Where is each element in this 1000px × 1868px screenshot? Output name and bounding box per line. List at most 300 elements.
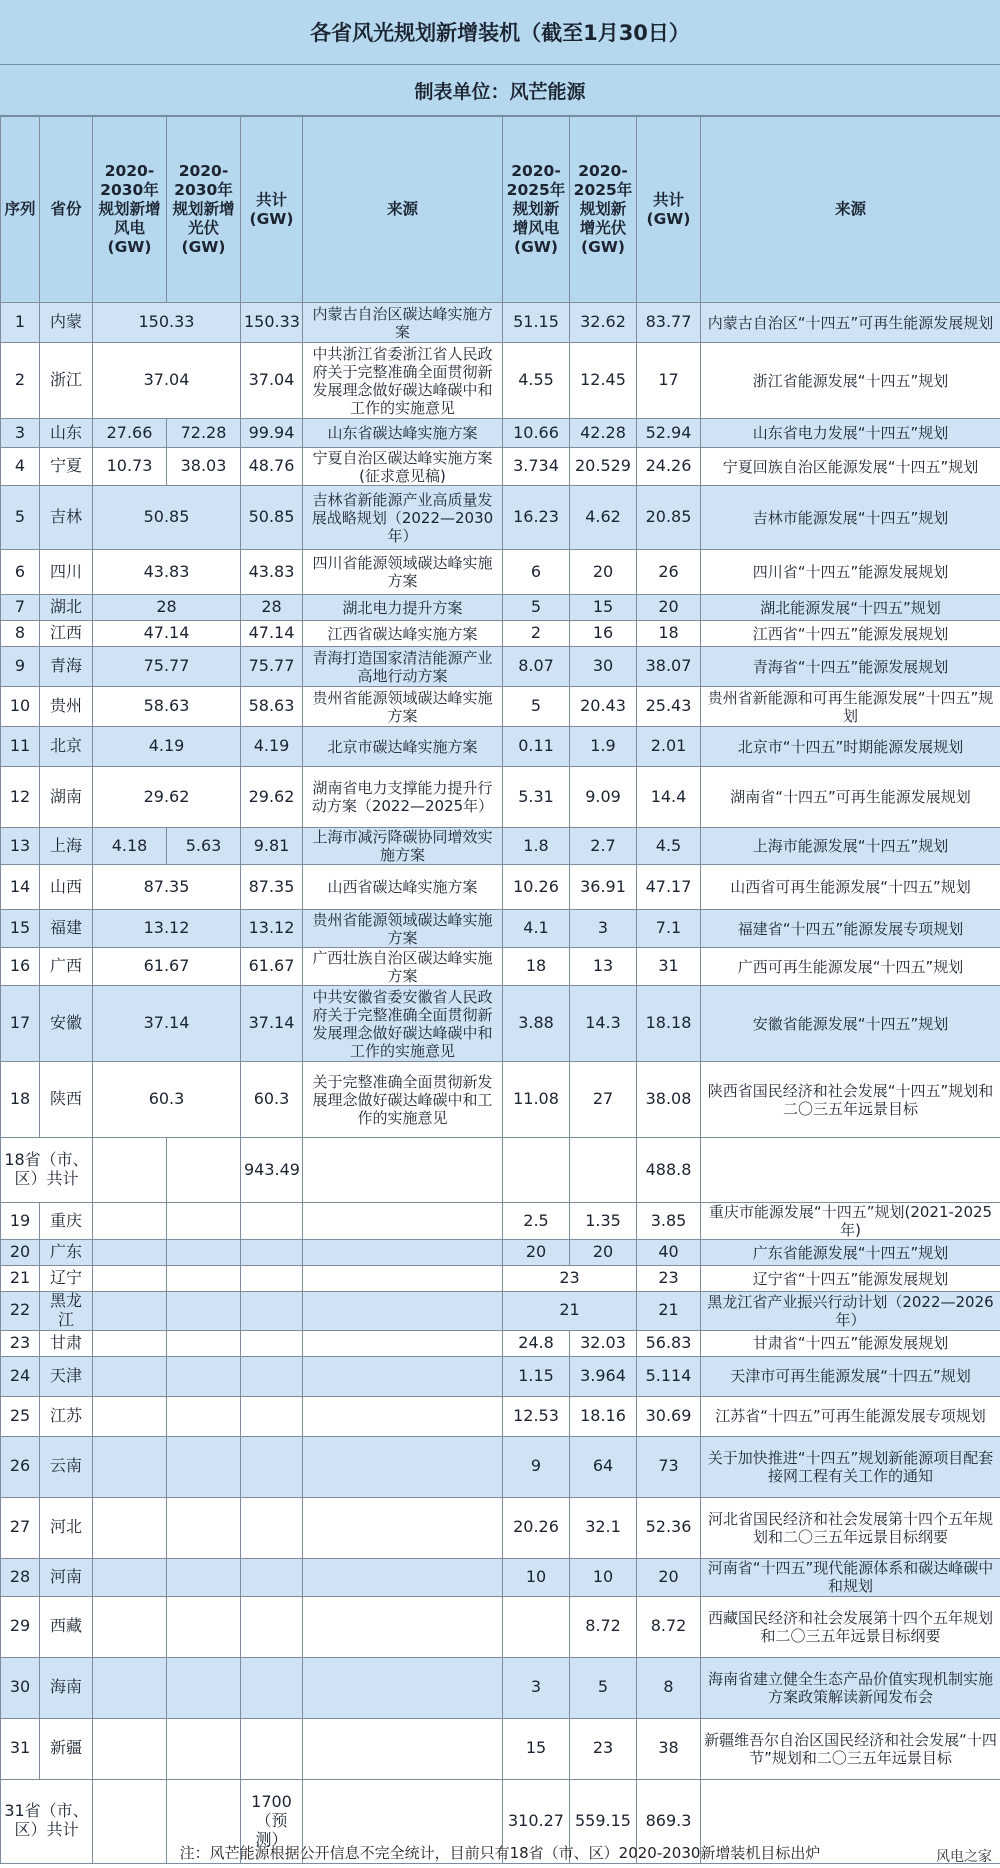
cell-source-2025: 黑龙江省产业振兴行动计划（2022—2026年） — [701, 1292, 1000, 1331]
cell-source-2025: 福建省“十四五”能源发展专项规划 — [701, 910, 1000, 948]
cell-total-2030: 150.33 — [241, 303, 303, 343]
table-row — [1, 595, 1000, 621]
cell-pv-2030 — [167, 1718, 241, 1779]
cell-total-2025: 38 — [637, 1718, 701, 1779]
cell-wind-pv-2030-merged: 150.33 — [93, 303, 241, 343]
cell-pv-2030 — [167, 1330, 241, 1356]
cell-source-2030 — [303, 1596, 503, 1657]
capacity-table — [0, 116, 1000, 1864]
cell-seq: 22 — [1, 1292, 40, 1331]
cell-source-2030 — [303, 1396, 503, 1436]
cell-pv-2025: 20.43 — [570, 687, 637, 727]
table-row — [1, 419, 1000, 448]
cell-wind-2025: 11.08 — [503, 1062, 570, 1138]
header-pv-2025: 2020-2025年规划新增光伏(GW) — [570, 117, 637, 303]
cell-wind-2025: 51.15 — [503, 303, 570, 343]
table-row — [1, 865, 1000, 910]
cell-total-2030: 29.62 — [241, 767, 303, 828]
table-row — [1, 727, 1000, 767]
header-total-2030: 共计(GW) — [241, 117, 303, 303]
cell-source-2025: 浙江省能源发展“十四五”规划 — [701, 343, 1000, 419]
cell-pv-2025: 16 — [570, 621, 637, 647]
header-total-2025: 共计(GW) — [637, 117, 701, 303]
cell-province: 安徽 — [40, 986, 93, 1062]
table-row — [1, 1330, 1000, 1356]
cell-wind-2025: 15 — [503, 1718, 570, 1779]
header-source-2030: 来源 — [303, 117, 503, 303]
page-title: 各省风光规划新增装机（截至1月30日） — [0, 0, 1000, 65]
cell-seq: 16 — [1, 948, 40, 986]
cell-wind-2025: 10 — [503, 1558, 570, 1596]
cell-source-2025: 陕西省国民经济和社会发展“十四五”规划和二〇三五年远景目标 — [701, 1062, 1000, 1138]
cell-province: 云南 — [40, 1436, 93, 1497]
cell-source-2030: 江西省碳达峰实施方案 — [303, 621, 503, 647]
cell-source-2025: 辽宁省“十四五”能源发展规划 — [701, 1266, 1000, 1292]
cell-pv-2030 — [167, 1596, 241, 1657]
cell-source-2030: 广西壮族自治区碳达峰实施方案 — [303, 948, 503, 986]
table-row — [1, 1436, 1000, 1497]
cell-province: 广东 — [40, 1240, 93, 1266]
cell-source-2025: 广东省能源发展“十四五”规划 — [701, 1240, 1000, 1266]
cell-source-2025: 青海省“十四五”能源发展规划 — [701, 647, 1000, 687]
cell-source-2025: 吉林市能源发展“十四五”规划 — [701, 486, 1000, 550]
cell-wind-2030 — [93, 1497, 167, 1558]
cell-wind-pv-2030-merged: 87.35 — [93, 865, 241, 910]
cell-province: 广西 — [40, 948, 93, 986]
table-row — [1, 1497, 1000, 1558]
cell-seq: 27 — [1, 1497, 40, 1558]
table-row — [1, 1062, 1000, 1138]
cell-total-2025: 3.85 — [637, 1203, 701, 1240]
cell-wind-2030 — [93, 1718, 167, 1779]
cell-source-2025: 河北省国民经济和社会发展第十四个五年规划和二〇三五年远景目标纲要 — [701, 1497, 1000, 1558]
cell-wind-2025: 10.66 — [503, 419, 570, 448]
table-row — [1, 303, 1000, 343]
cell-seq: 10 — [1, 687, 40, 727]
table-row — [1, 448, 1000, 486]
cell-pv-2025: 15 — [570, 595, 637, 621]
cell-wind-2025: 20.26 — [503, 1497, 570, 1558]
cell-seq: 29 — [1, 1596, 40, 1657]
watermark: 风电之家 — [936, 1849, 992, 1865]
cell-province: 河北 — [40, 1497, 93, 1558]
table-row — [1, 948, 1000, 986]
cell-source-2030: 青海打造国家清洁能源产业高地行动方案 — [303, 647, 503, 687]
cell-seq: 26 — [1, 1436, 40, 1497]
cell-seq: 8 — [1, 621, 40, 647]
header-wind-2030: 2020-2030年规划新增风电(GW) — [93, 117, 167, 303]
cell-wind-2030: 4.18 — [93, 828, 167, 865]
cell-source-2030 — [303, 1558, 503, 1596]
cell-total-2030 — [241, 1718, 303, 1779]
cell-total-2030: 28 — [241, 595, 303, 621]
cell-seq: 20 — [1, 1240, 40, 1266]
cell-total-2030 — [241, 1497, 303, 1558]
cell-pv-2025: 20 — [570, 1240, 637, 1266]
cell-wind-pv-2030-merged: 58.63 — [93, 687, 241, 727]
cell-wind-pv-2030-merged: 50.85 — [93, 486, 241, 550]
cell-total-2025: 8 — [637, 1657, 701, 1718]
cell-source-2030: 内蒙古自治区碳达峰实施方案 — [303, 303, 503, 343]
cell-source-2025: 天津市可再生能源发展“十四五”规划 — [701, 1356, 1000, 1396]
footnote: 注：风芒能源根据公开信息不完全统计，目前只有18省（市、区）2020-2030新增装机目标出炉 — [179, 1843, 821, 1862]
cell-pv-2025: 13 — [570, 948, 637, 986]
cell-total-2025: 488.8 — [637, 1138, 701, 1203]
cell-total-2025: 2.01 — [637, 727, 701, 767]
table-row — [1, 1657, 1000, 1718]
cell-total-2025: 18 — [637, 621, 701, 647]
cell-wind-2030 — [93, 1266, 167, 1292]
table-row — [1, 1396, 1000, 1436]
cell-wind-2025: 16.23 — [503, 486, 570, 550]
cell-wind-2030 — [93, 1138, 167, 1203]
cell-pv-2025: 1.9 — [570, 727, 637, 767]
cell-wind-2030: 10.73 — [93, 448, 167, 486]
cell-total-2030: 58.63 — [241, 687, 303, 727]
cell-pv-2025: 12.45 — [570, 343, 637, 419]
cell-source-2025: 北京市“十四五”时期能源发展规划 — [701, 727, 1000, 767]
cell-source-2025: 江苏省“十四五”可再生能源发展专项规划 — [701, 1396, 1000, 1436]
cell-pv-2030: 5.63 — [167, 828, 241, 865]
cell-total-2025: 83.77 — [637, 303, 701, 343]
cell-province: 辽宁 — [40, 1266, 93, 1292]
cell-total-2025: 38.07 — [637, 647, 701, 687]
subtotal-label: 18省（市、区）共计 — [1, 1138, 93, 1203]
cell-province: 四川 — [40, 550, 93, 595]
cell-total-2025: 73 — [637, 1436, 701, 1497]
header-seq: 序列 — [1, 117, 40, 303]
cell-total-2030 — [241, 1203, 303, 1240]
table-row — [1, 1558, 1000, 1596]
cell-province: 内蒙 — [40, 303, 93, 343]
cell-source-2025: 四川省“十四五”能源发展规划 — [701, 550, 1000, 595]
cell-wind-2030 — [93, 1558, 167, 1596]
cell-pv-2030: 38.03 — [167, 448, 241, 486]
cell-source-2030: 北京市碳达峰实施方案 — [303, 727, 503, 767]
cell-province: 浙江 — [40, 343, 93, 419]
cell-province: 北京 — [40, 727, 93, 767]
cell-total-2030 — [241, 1240, 303, 1266]
cell-total-2030: 47.14 — [241, 621, 303, 647]
cell-wind-2025: 4.1 — [503, 910, 570, 948]
cell-pv-2025: 20.529 — [570, 448, 637, 486]
cell-source-2025: 广西可再生能源发展“十四五”规划 — [701, 948, 1000, 986]
table-row — [1, 550, 1000, 595]
cell-source-2025: 关于加快推进“十四五”规划新能源项目配套接网工程有关工作的通知 — [701, 1436, 1000, 1497]
cell-pv-2025: 3 — [570, 910, 637, 948]
cell-pv-2025: 42.28 — [570, 419, 637, 448]
cell-province: 福建 — [40, 910, 93, 948]
cell-seq: 7 — [1, 595, 40, 621]
cell-total-2030: 37.04 — [241, 343, 303, 419]
cell-pv-2030 — [167, 1558, 241, 1596]
table-row — [1, 621, 1000, 647]
cell-pv-2025: 64 — [570, 1436, 637, 1497]
cell-source-2030: 湖北电力提升方案 — [303, 595, 503, 621]
cell-total-2025: 31 — [637, 948, 701, 986]
cell-pv-2030 — [167, 1138, 241, 1203]
table-row — [1, 486, 1000, 550]
cell-pv-2025: 18.16 — [570, 1396, 637, 1436]
cell-wind-2030 — [93, 1356, 167, 1396]
cell-pv-2025: 32.03 — [570, 1330, 637, 1356]
cell-wind-2030 — [93, 1396, 167, 1436]
cell-source-2030: 中共安徽省委安徽省人民政府关于完整准确全面贯彻新发展理念做好碳达峰碳中和工作的实施意见 — [303, 986, 503, 1062]
cell-total-2030: 37.14 — [241, 986, 303, 1062]
cell-total-2025: 20 — [637, 1558, 701, 1596]
cell-province: 西藏 — [40, 1596, 93, 1657]
cell-wind-2025 — [503, 1138, 570, 1203]
table-row — [1, 986, 1000, 1062]
cell-pv-2030: 72.28 — [167, 419, 241, 448]
cell-total-2030 — [241, 1292, 303, 1331]
cell-wind-pv-2030-merged: 75.77 — [93, 647, 241, 687]
cell-seq: 23 — [1, 1330, 40, 1356]
cell-province: 山东 — [40, 419, 93, 448]
table-row — [1, 343, 1000, 419]
cell-province: 河南 — [40, 1558, 93, 1596]
cell-pv-2030 — [167, 1436, 241, 1497]
table-row — [1, 1266, 1000, 1292]
cell-province: 贵州 — [40, 687, 93, 727]
cell-wind-2025: 8.07 — [503, 647, 570, 687]
cell-total-2030 — [241, 1356, 303, 1396]
cell-province: 江西 — [40, 621, 93, 647]
cell-total-2025: 26 — [637, 550, 701, 595]
cell-source-2030 — [303, 1203, 503, 1240]
header-row — [1, 117, 1000, 303]
cell-wind-pv-2025-merged: 21 — [503, 1292, 637, 1331]
cell-total-2025: 25.43 — [637, 687, 701, 727]
table-row — [1, 1240, 1000, 1266]
cell-seq: 11 — [1, 727, 40, 767]
cell-seq: 5 — [1, 486, 40, 550]
cell-source-2030: 宁夏自治区碳达峰实施方案(征求意见稿) — [303, 448, 503, 486]
cell-seq: 1 — [1, 303, 40, 343]
cell-seq: 18 — [1, 1062, 40, 1138]
cell-pv-2025: 23 — [570, 1718, 637, 1779]
cell-source-2025: 江西省“十四五”能源发展规划 — [701, 621, 1000, 647]
cell-total-2025: 47.17 — [637, 865, 701, 910]
table-row — [1, 687, 1000, 727]
cell-wind-2030 — [93, 1240, 167, 1266]
subtotal-row — [1, 1138, 1000, 1203]
cell-seq: 14 — [1, 865, 40, 910]
cell-total-2025: 20.85 — [637, 486, 701, 550]
cell-total-2025: 24.26 — [637, 448, 701, 486]
cell-province: 天津 — [40, 1356, 93, 1396]
cell-wind-2030 — [93, 1657, 167, 1718]
cell-source-2030: 上海市减污降碳协同增效实施方案 — [303, 828, 503, 865]
cell-source-2025: 内蒙古自治区“十四五”可再生能源发展规划 — [701, 303, 1000, 343]
cell-seq: 4 — [1, 448, 40, 486]
cell-total-2025: 7.1 — [637, 910, 701, 948]
cell-province: 山西 — [40, 865, 93, 910]
cell-source-2030: 中共浙江省委浙江省人民政府关于完整准确全面贯彻新发展理念做好碳达峰碳中和工作的实施意见 — [303, 343, 503, 419]
cell-wind-2025: 18 — [503, 948, 570, 986]
cell-province: 江苏 — [40, 1396, 93, 1436]
cell-total-2030 — [241, 1436, 303, 1497]
cell-source-2025 — [701, 1138, 1000, 1203]
cell-source-2030 — [303, 1292, 503, 1331]
cell-pv-2025: 14.3 — [570, 986, 637, 1062]
cell-total-2025: 52.94 — [637, 419, 701, 448]
cell-total-2025: 14.4 — [637, 767, 701, 828]
cell-wind-2025: 3.734 — [503, 448, 570, 486]
cell-pv-2030 — [167, 1657, 241, 1718]
cell-wind-2025: 2 — [503, 621, 570, 647]
cell-wind-2025: 1.8 — [503, 828, 570, 865]
cell-wind-2025: 1.15 — [503, 1356, 570, 1396]
cell-source-2030 — [303, 1266, 503, 1292]
header-source-2025: 来源 — [701, 117, 1000, 303]
cell-seq: 24 — [1, 1356, 40, 1396]
cell-source-2025: 新疆维吾尔自治区国民经济和社会发展“十四节”规划和二〇三五年远景目标 — [701, 1718, 1000, 1779]
cell-total-2025: 20 — [637, 595, 701, 621]
cell-seq: 25 — [1, 1396, 40, 1436]
cell-seq: 21 — [1, 1266, 40, 1292]
cell-source-2030 — [303, 1436, 503, 1497]
cell-total-2030 — [241, 1330, 303, 1356]
cell-province: 海南 — [40, 1657, 93, 1718]
cell-pv-2030 — [167, 1497, 241, 1558]
cell-wind-pv-2025-merged: 23 — [503, 1266, 637, 1292]
cell-total-2025: 4.5 — [637, 828, 701, 865]
cell-province: 湖北 — [40, 595, 93, 621]
cell-seq: 13 — [1, 828, 40, 865]
cell-total-2030 — [241, 1558, 303, 1596]
cell-source-2025: 重庆市能源发展“十四五”规划(2021-2025年) — [701, 1203, 1000, 1240]
cell-total-2030 — [241, 1396, 303, 1436]
cell-wind-2030 — [93, 1203, 167, 1240]
cell-total-2030: 50.85 — [241, 486, 303, 550]
cell-source-2030 — [303, 1330, 503, 1356]
cell-total-2025: 38.08 — [637, 1062, 701, 1138]
cell-total-2030 — [241, 1596, 303, 1657]
cell-total-2025: 23 — [637, 1266, 701, 1292]
cell-total-2025: 8.72 — [637, 1596, 701, 1657]
cell-province: 新疆 — [40, 1718, 93, 1779]
cell-pv-2025: 559.15 — [570, 1779, 637, 1863]
cell-source-2025: 安徽省能源发展“十四五”规划 — [701, 986, 1000, 1062]
cell-seq: 3 — [1, 419, 40, 448]
cell-wind-pv-2030-merged: 61.67 — [93, 948, 241, 986]
cell-source-2030 — [303, 1356, 503, 1396]
cell-source-2030 — [303, 1240, 503, 1266]
cell-wind-2025: 24.8 — [503, 1330, 570, 1356]
table-row — [1, 1596, 1000, 1657]
cell-total-2025: 30.69 — [637, 1396, 701, 1436]
cell-province: 重庆 — [40, 1203, 93, 1240]
cell-wind-2025: 9 — [503, 1436, 570, 1497]
cell-seq: 30 — [1, 1657, 40, 1718]
cell-wind-2025: 12.53 — [503, 1396, 570, 1436]
cell-pv-2030 — [167, 1396, 241, 1436]
cell-province: 宁夏 — [40, 448, 93, 486]
cell-wind-2030 — [93, 1436, 167, 1497]
cell-wind-pv-2030-merged: 13.12 — [93, 910, 241, 948]
cell-province: 吉林 — [40, 486, 93, 550]
cell-source-2030: 贵州省能源领域碳达峰实施方案 — [303, 687, 503, 727]
cell-wind-2025: 2.5 — [503, 1203, 570, 1240]
cell-pv-2030 — [167, 1356, 241, 1396]
cell-wind-2025: 3 — [503, 1657, 570, 1718]
cell-source-2025: 湖南省“十四五”可再生能源发展规划 — [701, 767, 1000, 828]
cell-seq: 9 — [1, 647, 40, 687]
cell-wind-2030 — [93, 1596, 167, 1657]
cell-source-2030 — [303, 1657, 503, 1718]
cell-pv-2025: 9.09 — [570, 767, 637, 828]
cell-pv-2030 — [167, 1266, 241, 1292]
cell-source-2025: 甘肃省“十四五”能源发展规划 — [701, 1330, 1000, 1356]
cell-seq: 6 — [1, 550, 40, 595]
cell-source-2030 — [303, 1497, 503, 1558]
cell-province: 陕西 — [40, 1062, 93, 1138]
cell-pv-2025: 2.7 — [570, 828, 637, 865]
cell-wind-2030: 27.66 — [93, 419, 167, 448]
cell-province: 甘肃 — [40, 1330, 93, 1356]
header-province: 省份 — [40, 117, 93, 303]
cell-wind-2025: 20 — [503, 1240, 570, 1266]
cell-seq: 28 — [1, 1558, 40, 1596]
cell-pv-2030 — [167, 1292, 241, 1331]
cell-pv-2030 — [167, 1240, 241, 1266]
table-row — [1, 910, 1000, 948]
cell-wind-2025: 5 — [503, 687, 570, 727]
cell-source-2025: 山东省电力发展“十四五”规划 — [701, 419, 1000, 448]
cell-seq: 17 — [1, 986, 40, 1062]
header-wind-2025: 2020-2025年规划新增风电(GW) — [503, 117, 570, 303]
cell-wind-pv-2030-merged: 60.3 — [93, 1062, 241, 1138]
cell-source-2025: 西藏国民经济和社会发展第十四个五年规划和二〇三五年远景目标纲要 — [701, 1596, 1000, 1657]
table-row — [1, 1718, 1000, 1779]
cell-total-2025: 52.36 — [637, 1497, 701, 1558]
cell-total-2030: 1700（预测） — [241, 1779, 303, 1863]
cell-wind-pv-2030-merged: 28 — [93, 595, 241, 621]
cell-pv-2025: 1.35 — [570, 1203, 637, 1240]
cell-pv-2025: 3.964 — [570, 1356, 637, 1396]
cell-total-2025: 21 — [637, 1292, 701, 1331]
cell-source-2030: 湖南省电力支撑能力提升行动方案（2022—2025年） — [303, 767, 503, 828]
cell-pv-2025: 8.72 — [570, 1596, 637, 1657]
cell-total-2030: 943.49 — [241, 1138, 303, 1203]
cell-pv-2025: 20 — [570, 550, 637, 595]
cell-source-2025: 海南省建立健全生态产品价值实现机制实施方案政策解读新闻发布会 — [701, 1657, 1000, 1718]
cell-pv-2025: 32.1 — [570, 1497, 637, 1558]
cell-wind-2025: 6 — [503, 550, 570, 595]
cell-wind-2025: 10.26 — [503, 865, 570, 910]
cell-wind-pv-2030-merged: 37.04 — [93, 343, 241, 419]
cell-wind-2025: 3.88 — [503, 986, 570, 1062]
table-row — [1, 1292, 1000, 1331]
cell-total-2025: 17 — [637, 343, 701, 419]
cell-wind-2030 — [93, 1292, 167, 1331]
cell-pv-2025: 30 — [570, 647, 637, 687]
cell-total-2030: 87.35 — [241, 865, 303, 910]
cell-source-2025: 山西省可再生能源发展“十四五”规划 — [701, 865, 1000, 910]
cell-pv-2025: 10 — [570, 1558, 637, 1596]
cell-total-2030: 9.81 — [241, 828, 303, 865]
cell-pv-2025: 27 — [570, 1062, 637, 1138]
cell-total-2030 — [241, 1657, 303, 1718]
table-subtitle: 制表单位：风芒能源 — [0, 65, 1000, 116]
cell-wind-pv-2030-merged: 37.14 — [93, 986, 241, 1062]
cell-wind-2030 — [93, 1330, 167, 1356]
cell-total-2025: 18.18 — [637, 986, 701, 1062]
subtotal-label: 31省（市、区）共计 — [1, 1779, 93, 1863]
cell-total-2030: 99.94 — [241, 419, 303, 448]
cell-source-2025: 贵州省新能源和可再生能源发展“十四五”规划 — [701, 687, 1000, 727]
